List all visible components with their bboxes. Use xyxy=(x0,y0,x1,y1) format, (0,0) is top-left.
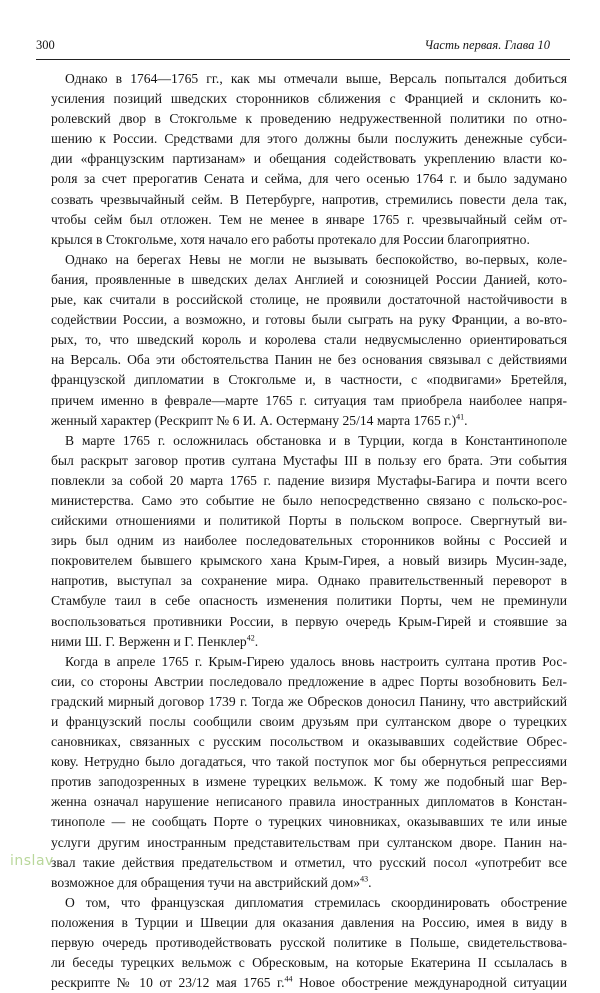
text-line-body: женный характер (Рескрипт № 6 И. А. Остерману 25/14 марта 1765 г.) xyxy=(51,412,457,428)
footnote-ref: 43 xyxy=(360,874,369,884)
text-line: ли беседы турецких вельмож с Обресковым, на которые Екатерина II ссылалась в xyxy=(51,955,567,971)
text-line: французской дипломатии в Стокгольме и, в частности, с «подвигами» Бретейля, xyxy=(51,372,567,388)
text-line: Когда в апреле 1765 г. Крым-Гирею удалось вновь настроить султана против Рос- xyxy=(65,653,567,669)
text-line: содействии России, а возможно, и готовы были сыграть на руку Франции, а во-вто- xyxy=(51,312,567,328)
page-header xyxy=(36,38,566,56)
body-text xyxy=(51,69,567,993)
text-line: О том, что французская дипломатия стремилась скоординировать обострение xyxy=(65,894,567,910)
paragraph-5 xyxy=(51,893,567,993)
footnote-ref: 41 xyxy=(456,412,465,422)
text-line xyxy=(51,632,567,652)
text-line-body: возможное для обращения тучи на австрийский дом» xyxy=(51,874,361,890)
text-line: градский мирный договор 1739 г. Тогда же Обресков доносил Панину, что австрийский xyxy=(51,693,567,709)
text-line: шению к России. Средствами для этого должны были послужить денежные субси- xyxy=(51,131,567,147)
text-line: рых, то, что шведский король и королева стали недвусмысленно ориентироваться xyxy=(51,332,567,348)
header-rule xyxy=(36,59,570,60)
text-line: В марте 1765 г. осложнилась обстановка и в Турции, когда в Константинополе xyxy=(65,432,567,448)
text-line: положения в Турции и Швеции для оказания давления на Россию, имея в виду в xyxy=(51,914,567,930)
text-line: крылся в Стокгольме, хотя начало его работы протекало для России благоприятно. xyxy=(51,231,530,247)
text-line: министерства. Само это событие не было непосредственно связано с польско-рос- xyxy=(51,492,567,508)
text-line: причем именно в феврале—марте 1765 г. ситуация там приобрела наиболее напря- xyxy=(51,392,567,408)
text-line: покровителем бывшего крымского хана Крым-Гирея, а новый визирь Мусин-заде, xyxy=(51,553,567,569)
text-line: сии, со стороны Австрии последовало предложение в адрес Порты возобновить Бел- xyxy=(51,673,567,689)
paragraph-1 xyxy=(51,69,567,250)
text-line: был раскрыт заговор против султана Мустафы III в пользу его брата. Эти события xyxy=(51,452,567,468)
text-line-body: рескрипте № 10 от 23/12 мая 1765 г. xyxy=(51,975,285,991)
text-line: женна означал нарушение неписаного правила иностранных дипломатов в Констан- xyxy=(51,794,567,810)
text-line-tail: . xyxy=(464,412,468,428)
text-line: усиления позиций шведских сторонников сближения с Францией и склонить ко- xyxy=(51,91,567,107)
text-line: Стамбуле таил в себе опасность изменения политики Порты, чем не преминули xyxy=(51,593,567,609)
text-line xyxy=(51,411,567,431)
text-line: напротив, выступал за сохранение мира. Однако правительственный переворот в xyxy=(51,573,567,589)
text-line xyxy=(51,973,567,993)
text-line: чтобы сейм был отложен. Тем не менее в январе 1765 г. чрезвычайный сейм от- xyxy=(51,211,567,227)
text-line xyxy=(51,873,567,893)
footnote-ref: 42 xyxy=(246,633,255,643)
text-line-body: ними Ш. Г. Верженн и Г. Пенклер xyxy=(51,633,247,649)
text-line: ролевский двор в Стокгольме к проведению недружественной политики по отно- xyxy=(51,111,567,127)
text-line: повлекли за собой 20 марта 1765 г. падение визиря Мустафы-Багира и почти всего xyxy=(51,472,567,488)
text-line: на Версаль. Оба эти обстоятельства Панин не без основания связывал с действиями xyxy=(51,352,567,368)
text-line: Однако в 1764—1765 гг., как мы отмечали выше, Версаль попытался добиться xyxy=(65,71,567,86)
watermark-inslav: inslav xyxy=(10,853,54,869)
text-line: роля за счет прерогатив Сената и сейма, для чего осенью 1764 г. и было задумано xyxy=(51,171,567,187)
running-title: Часть первая. Глава 10 xyxy=(424,38,550,52)
text-line: первую очередь противодействовать русской политике в Польше, свидетельствова- xyxy=(51,935,567,951)
text-line: тинополе — не сообщать Порте о турецких чиновниках, оказывавших те или иные xyxy=(51,814,567,830)
text-line: услуги другим иностранным представительствам при султанском дворе. Панин на- xyxy=(51,834,567,850)
text-line: сановниках, связанных с русским посольством и оказывавших содействие Обрес- xyxy=(51,734,567,750)
text-line: рые, как считали в российской столице, не проявили достаточной настойчивости в xyxy=(51,292,567,308)
page-number: 300 xyxy=(36,38,55,52)
text-line: дии «французским партизанам» и обещания содействовать укреплению власти ко- xyxy=(51,151,567,167)
text-line: бания, проявленные в шведских делах Англией и союзницей России Данией, кото- xyxy=(51,271,567,287)
text-line-tail: Новое обострение международной ситуации xyxy=(292,975,567,991)
text-line-tail: . xyxy=(368,874,372,890)
footnote-ref: 44 xyxy=(284,974,293,984)
text-line: против заподозренных в измене турецких вельмож. К тому же подобный шаг Вер- xyxy=(51,774,567,790)
paragraph-3 xyxy=(51,431,567,652)
text-line: воспользоваться противники России, в первую очередь Крым-Гирей и стоявшие за xyxy=(51,613,567,629)
text-line: и французский послы сообщили своим друзьям при султанском дворе о турецких xyxy=(51,714,567,729)
text-line: звал такие действия предательством и отметил, что русский посол «употребит все xyxy=(51,854,567,870)
paragraph-2 xyxy=(51,250,567,431)
text-line: созвать чрезвычайный сейм. В Петербурге, напротив, стремились повести дела так, xyxy=(51,191,567,207)
text-line: Однако на берегах Невы не могли не вызывать беспокойство, во-первых, коле- xyxy=(65,251,567,267)
paragraph-4 xyxy=(51,652,567,893)
text-line-tail: . xyxy=(254,633,259,649)
text-line: сийскими отношениями и политикой Порты в польском вопросе. Свергнутый ви- xyxy=(51,513,567,529)
text-line: кову. Нетрудно было догадаться, что такой поступок мог бы обернуться репрессиями xyxy=(51,754,567,770)
text-line: зирь был одним из наиболее последовательных сторонников войны с Россией и xyxy=(51,533,567,549)
